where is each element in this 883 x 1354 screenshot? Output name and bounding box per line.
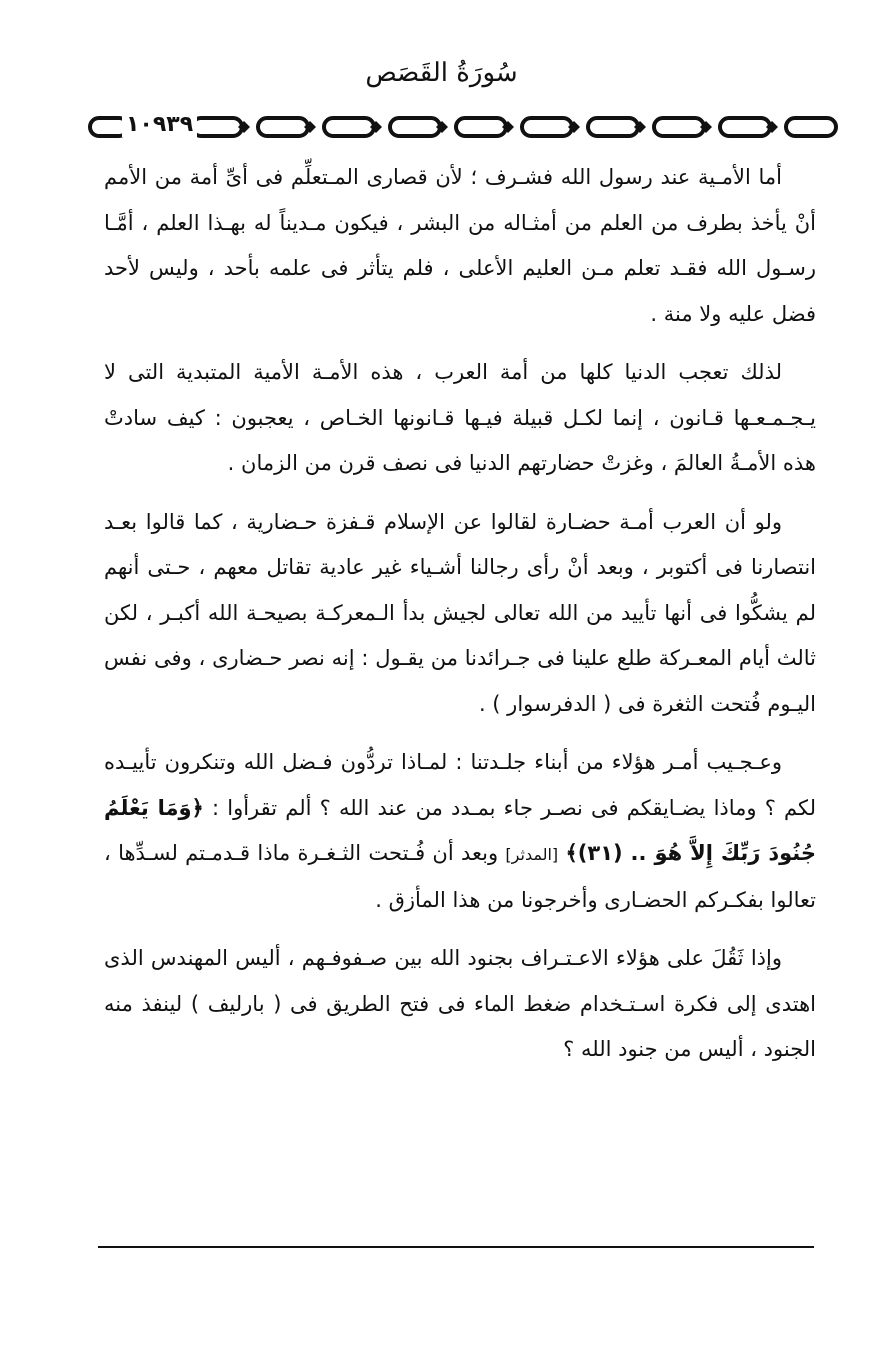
surah-title: سُورَةُ القَصَص: [365, 58, 518, 88]
quran-verse: ﴿وَمَا يَعْلَمُ جُنُودَ رَبِّكَ إِلاَّ هُوَ .. (٣١)﴾: [104, 795, 816, 865]
verse-reference: [المدثر]: [505, 845, 559, 864]
page-number: ١٠٩٣٩: [122, 112, 197, 137]
paragraph-with-verse: [104, 740, 816, 923]
paragraph-text: وعـجـيب أمـر هؤلاء من أبناء جلـدتنا : لمـاذا تردُّون فـضل الله وتنكرون تأييـده لكم ؟ وماذا يضـايقكم فى نصـر جاء بمـدد من عند الله ؟ ألم تقرأوا :: [104, 750, 816, 820]
chain-ornament-divider: [88, 110, 844, 144]
paragraph: وإذا ثَقُلَ على هؤلاء الاعـتـراف بجنود الله بين صـفوفـهم ، أليس المهندس الذى اهتدى إلى فكرة اسـتـخدام ضغط الماء فى فتح الطريق فى ( بارليف ) لينفذ منه الجنود ، أليس من جنود الله ؟: [104, 946, 816, 1061]
paragraph-text: وبعد أن فُـتحت الثـغـرة ماذا قـدمـتم لسـدِّها ، تعالوا بفكـركم الحضـارى وأخرجونا من هذا المأزق .: [104, 841, 816, 912]
paragraph: ولو أن العرب أمـة حضـارة لقالوا عن الإسلام قـفزة حـضارية ، كما قالوا بعـد انتصارنا فى أكتوبر ، وبعد أنْ رأى رجالنا أشـياء غير عادية تقاتل معهم ، حـتى أنهم لم يشكُّوا فى أنها تأييد من الله تعالى لجيش بدأ الـمعركـة بصيحـة الله أكبـر ، لكن ثالث أيام المعـركة طلع علينا فى جـرائدنا من يقـول : إنه نصر حـضارى ، وفى نفس اليـوم فُتحت الثغرة فى ( الدفرسوار ) .: [104, 509, 816, 716]
text-body: [104, 155, 816, 1086]
footnote-divider: [98, 1246, 814, 1248]
paragraph: لذلك تعجب الدنيا كلها من أمة العرب ، هذه الأمـة الأمية المتبدية التى لا يـجـمـعـها قـانون ، إنما لكـل قبيلة فيـها قـانونها الخـاص ، يعجبون : كيف سادتْ هذه الأمـةُ العالمَ ، وغزتْ حضارتهم الدنيا فى نصف قرن من الزمان .: [104, 360, 816, 475]
paragraph: أما الأمـية عند رسول الله فشـرف ؛ لأن قصارى المـتعلِّم فى أىِّ أمة من الأمم أنْ يأخذ بطرف من العلم من أمثـاله من البشر ، فيكون مـديناً له بهـذا العلم ، أمَّـا رسـول الله فقـد تعلم مـن العليم الأعلى ، فلم يتأثر فى علمه بأحد ، وليس لأحد فضل عليه ولا منة .: [104, 165, 816, 326]
